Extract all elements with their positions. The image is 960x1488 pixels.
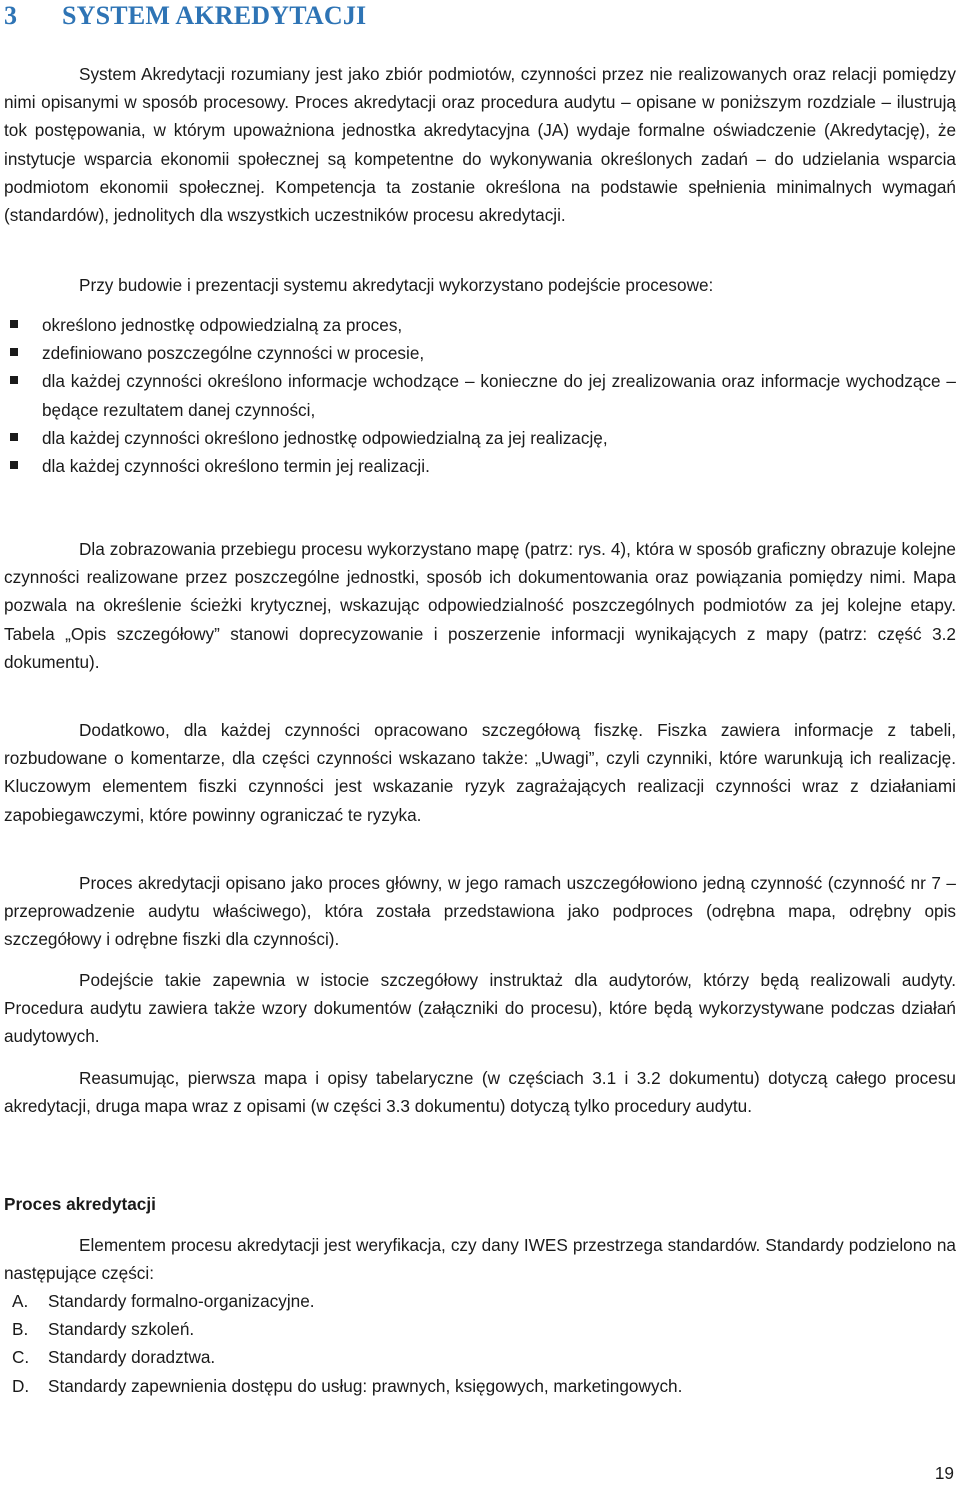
- list-item: [4, 311, 956, 339]
- paragraph-map: Dla zobrazowania przebiegu procesu wykorzystano mapę (patrz: rys. 4), która w sposób graficzny obrazuje kolejne czynności realizowane przez poszczególne jednostki, sposób ich dokumentowania oraz powiązania pomiędzy nimi. Mapa pozwala na określenie ścieżki krytycznej, wskazując odpowiedzialność poszczególnych podmiotów za jej kolejne etapy. Tabela „Opis szczegółowy” stanowi doprecyzowanie i poszerzenie informacji wynikających z mapy (patrz: część 3.2 dokumentu).: [4, 539, 956, 672]
- section-title: SYSTEM AKREDYTACJI: [62, 1, 367, 30]
- list-item-text: dla każdej czynności określono jednostkę odpowiedzialną za jej realizację,: [42, 427, 608, 448]
- list-item: [4, 1372, 944, 1400]
- square-bullet-icon: [10, 461, 18, 469]
- list-item: [4, 367, 956, 423]
- list-item: [4, 424, 956, 452]
- list-letter: A.: [12, 1291, 29, 1311]
- standards-list: [4, 1287, 944, 1400]
- paragraph-instructions: Podejście takie zapewnia w istocie szczegółowy instruktaż dla audytorów, którzy będą realizowali audyty. Procedura audytu zawiera także wzory dokumentów (załączniki do procesu), które będą wykorzystywane podczas działań audytowych.: [4, 970, 956, 1047]
- list-item-text: Standardy formalno-organizacyjne.: [48, 1291, 315, 1311]
- process-approach-list: [4, 311, 956, 480]
- page-number: 19: [934, 1463, 954, 1483]
- paragraph-approach: Przy budowie i prezentacji systemu akredytacji wykorzystano podejście procesowe:: [79, 275, 714, 295]
- list-letter: D.: [12, 1375, 30, 1396]
- paragraph-summary: Reasumując, pierwsza mapa i opisy tabelaryczne (w częściach 3.1 i 3.2 dokumentu) dotyczą całego procesu akredytacji, druga mapa wraz z opisami (w części 3.3 dokumentu) dotyczą tylko procedury audytu.: [4, 1068, 956, 1117]
- list-item-text: określono jednostkę odpowiedzialną za proces,: [42, 315, 403, 335]
- square-bullet-icon: [10, 433, 18, 441]
- list-letter: C.: [12, 1347, 30, 1368]
- list-item: [4, 452, 956, 480]
- list-item-text: Standardy szkoleń.: [48, 1319, 195, 1340]
- list-item: [4, 1343, 944, 1371]
- paragraph-main-process: Proces akredytacji opisano jako proces główny, w jego ramach uszczegółowiono jedną czynność (czynność nr 7 – przeprowadzenie audytu właściwego), która została przedstawiona jako podproces (odrębna mapa, odrębny opis szczegółowy i odrębne fiszki dla czynności).: [4, 873, 956, 950]
- list-item: [4, 1287, 944, 1315]
- section-heading: [4, 0, 366, 32]
- paragraph-intro: System Akredytacji rozumiany jest jako zbiór podmiotów, czynności przez nie realizowanych oraz relacji pomiędzy nimi opisanymi w sposób procesowy. Proces akredytacji oraz procedura audytu – opisane w poniższym rozdziale – ilustrują tok postępowania, w którym upoważniona jednostka akredytacyjna (JA) wydaje formalne oświadczenie (Akredytację), że instytucje wsparcia ekonomii społecznej są kompetentne do wykonywania określonych zadań – do udzielania wsparcia podmiotom ekonomii społecznej. Kompetencja ta zostanie określona na podstawie spełnienia minimalnych wymagań (standardów), jednolitych dla wszystkich uczestników procesu akredytacji.: [4, 64, 956, 226]
- list-item-text: dla każdej czynności określono informacje wchodzące – konieczne do jej zrealizowania oraz informacje wychodzące – będące rezultatem danej czynności,: [42, 371, 956, 420]
- list-item-text: dla każdej czynności określono termin jej realizacji.: [42, 456, 430, 477]
- section-number: 3: [4, 1, 18, 30]
- subheading: Proces akredytacji: [4, 1194, 156, 1214]
- square-bullet-icon: [10, 320, 18, 328]
- list-item-text: Standardy zapewnienia dostępu do usług: prawnych, księgowych, marketingowych.: [48, 1375, 683, 1396]
- list-item: [4, 1315, 944, 1343]
- list-item-text: Standardy doradztwa.: [48, 1347, 216, 1368]
- list-item: [4, 339, 956, 367]
- paragraph-cards: Dodatkowo, dla każdej czynności opracowano szczegółową fiszkę. Fiszka zawiera informacje z tabeli, rozbudowane o komentarze, dla części czynności wskazano także: „Uwagi”, czyli czynniki, które warunkują ich realizację. Kluczowym elementem fiszki czynności jest wskazanie ryzyk zagrażających realizacji czynności wraz z działaniami zapobiegawczymi, które powinny ograniczać te ryzyka.: [4, 720, 956, 825]
- list-item-text: zdefiniowano poszczególne czynności w procesie,: [42, 343, 425, 364]
- paragraph-standards: Elementem procesu akredytacji jest weryfikacja, czy dany IWES przestrzega standardów. Standardy podzielono na następujące części:: [4, 1235, 956, 1284]
- square-bullet-icon: [10, 348, 18, 356]
- list-letter: B.: [12, 1319, 29, 1340]
- square-bullet-icon: [10, 376, 18, 384]
